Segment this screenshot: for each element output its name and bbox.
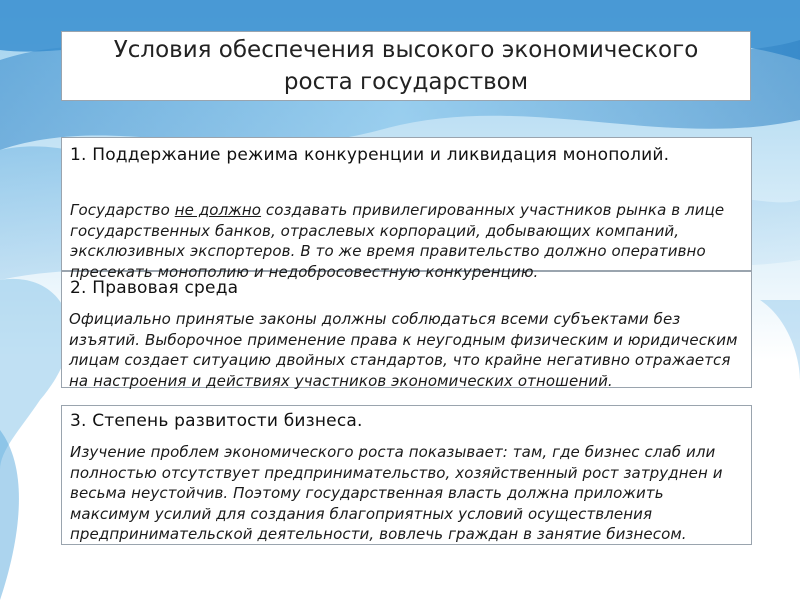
section-2-text: Официально принятые законы должны соблюдаться всеми субъектами без изъятий. Выборочное применение права к неугодным физическим и юридическим лицам создает ситуацию двойных стандартов, что крайне негативно отражается на настроения и действиях участников экономических отношений. — [69, 310, 738, 390]
section-1-text-end: создавать привилегированных участников рынка в лице государственных банков, отраслевых корпораций, добывающих компаний, эксклюзивных экспортеров. В то же время правительство должно оперативно пресекать монополию и недобросовестную конкуренцию. — [70, 201, 725, 281]
section-3-heading: 3. Степень развитости бизнеса. — [70, 411, 363, 431]
section-1-underlined: не должно — [174, 201, 262, 219]
section-1-text-start: Государство — [70, 201, 175, 219]
section-3-text: Изучение проблем экономического роста показывает: там, где бизнес слаб или полностью отсутствует предпринимательство, хозяйственный рост затруднен и весьма неустойчив. Поэтому государственная власть должна приложить максимум усилий для создания благоприятных условий осуществления предпринимательской деятельности, вовлечь граждан в занятие бизнесом. — [70, 443, 723, 543]
slide-title-line2: роста государством — [283, 69, 529, 95]
slide-title-line1: Условия обеспечения высокого экономического — [113, 37, 699, 63]
section-1-heading: 1. Поддержание режима конкуренции и ликвидация монополий. — [70, 145, 670, 165]
title-box — [61, 31, 751, 101]
section-2-heading: 2. Правовая среда — [70, 278, 239, 298]
section-1-text — [70, 200, 742, 282]
